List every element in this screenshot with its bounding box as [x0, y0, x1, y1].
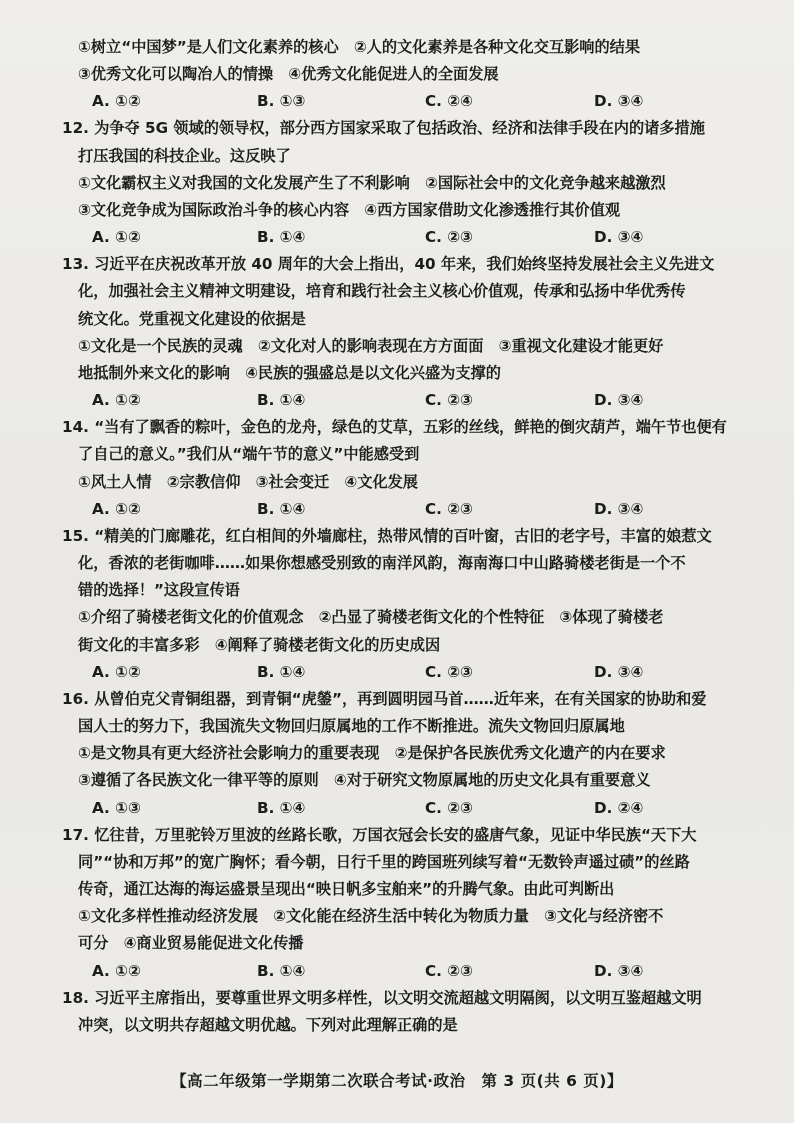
option-line: ③优秀文化可以陶冶人的情操 ④优秀文化能促进人的全面发展	[78, 65, 499, 84]
answer-choices	[62, 496, 762, 523]
question-12	[62, 115, 762, 251]
question-stem: 统文化。党重视文化建设的依据是	[78, 309, 306, 328]
answer-choices	[62, 659, 762, 686]
option-line: 街文化的丰富多彩 ④阐释了骑楼老街文化的历史成因	[78, 635, 441, 654]
question-13	[62, 251, 762, 414]
question-stem: 15. “精美的门廊雕花，红白相间的外墙廊柱，热带风情的百叶窗，古旧的老字号，丰富的娘惹文	[62, 526, 712, 545]
option-line: ③文化竞争成为国际政治斗争的核心内容 ④西方国家借助文化渗透推行其价值观	[78, 201, 621, 220]
questions-area	[62, 34, 762, 1039]
question-stem: 13. 习近平在庆祝改革开放 40 周年的大会上指出，40 年来，我们始终坚持发展社会主义先进文	[62, 255, 715, 274]
choice-b: B. ①④	[257, 228, 306, 247]
question-stem: 16. 从曾伯克父青铜组器，到青铜“虎鎣”，再到圆明园马首……近年来，在有关国家的协助和爱	[62, 689, 707, 708]
question-stem: 国人士的努力下，我国流失文物回归原属地的工作不断推进。流失文物回归原属地	[78, 717, 625, 736]
question-14	[62, 414, 762, 523]
question-stem: 冲突，以文明共存超越文明优越。下列对此理解正确的是	[78, 1015, 458, 1034]
choice-c: C. ②③	[425, 961, 473, 980]
question-stem: 化，加强社会主义精神文明建设，培育和践行社会主义核心价值观，传承和弘扬中华优秀传	[78, 282, 686, 301]
option-line: ①介绍了骑楼老街文化的价值观念 ②凸显了骑楼老街文化的个性特征 ③体现了骑楼老	[78, 608, 664, 627]
choice-a: A. ①②	[92, 228, 141, 247]
choice-d: D. ③④	[594, 961, 644, 980]
option-line: 地抵制外来文化的影响 ④民族的强盛总是以文化兴盛为支撑的	[78, 364, 501, 383]
choice-c: C. ②④	[425, 92, 473, 111]
choice-c: C. ②③	[425, 499, 473, 518]
choice-b: B. ①④	[257, 662, 306, 681]
choice-c: C. ②③	[425, 662, 473, 681]
choice-d: D. ③④	[594, 391, 644, 410]
option-line: ①是文物具有更大经济社会影响力的重要表现 ②是保护各民族优秀文化遗产的内在要求	[78, 744, 666, 763]
question-16	[62, 686, 762, 822]
answer-choices	[62, 795, 762, 822]
question-stem: 12. 为争夺 5G 领域的领导权，部分西方国家采取了包括政治、经济和法律手段在内的诸多措施	[62, 119, 705, 138]
choice-b: B. ①④	[257, 391, 306, 410]
question-11	[62, 34, 762, 115]
answer-choices	[62, 958, 762, 985]
question-stem: 18. 习近平主席指出，要尊重世界文明多样性，以文明交流超越文明隔阂，以文明互鉴超越文明	[62, 988, 702, 1007]
question-stem: 同”“协和万邦”的宽广胸怀；看今朝，日行千里的跨国班列续写着“无数铃声遥过碛”的丝路	[78, 852, 690, 871]
choice-c: C. ②③	[425, 228, 473, 247]
page-footer: 【高二年级第一学期第二次联合考试·政治 第 3 页(共 6 页)】	[171, 1072, 623, 1090]
choice-d: D. ③④	[594, 662, 644, 681]
choice-b: B. ①④	[257, 798, 306, 817]
choice-a: A. ①②	[92, 92, 141, 111]
answer-choices	[62, 224, 762, 251]
answer-choices	[62, 387, 762, 414]
option-line: ①风土人情 ②宗教信仰 ③社会变迁 ④文化发展	[78, 472, 418, 491]
option-line: ①文化霸权主义对我国的文化发展产生了不利影响 ②国际社会中的文化竞争越来越激烈	[78, 173, 666, 192]
choice-b: B. ①④	[257, 499, 306, 518]
choice-b: B. ①④	[257, 961, 306, 980]
choice-c: C. ②③	[425, 391, 473, 410]
question-stem: 14. “当有了飘香的粽叶，金色的龙舟，绿色的艾草，五彩的丝线，鲜艳的倒灾葫芦，端午节也便有	[62, 418, 727, 437]
choice-a: A. ①②	[92, 391, 141, 410]
choice-d: D. ③④	[594, 228, 644, 247]
question-17	[62, 822, 762, 985]
option-line: 可分 ④商业贸易能促进文化传播	[78, 934, 304, 953]
choice-d: D. ③④	[594, 499, 644, 518]
question-18	[62, 985, 762, 1039]
question-stem: 17. 忆往昔，万里驼铃万里波的丝路长歌，万国衣冠会长安的盛唐气象，见证中华民族“天下大	[62, 825, 697, 844]
choice-a: A. ①②	[92, 961, 141, 980]
choice-c: C. ②③	[425, 798, 473, 817]
choice-a: A. ①②	[92, 499, 141, 518]
choice-d: D. ③④	[594, 92, 644, 111]
option-line: ①文化是一个民族的灵魂 ②文化对人的影响表现在方方面面 ③重视文化建设才能更好	[78, 336, 664, 355]
choice-a: A. ①②	[92, 662, 141, 681]
choice-b: B. ①③	[257, 92, 306, 111]
option-line: ①文化多样性推动经济发展 ②文化能在经济生活中转化为物质力量 ③文化与经济密不	[78, 907, 664, 926]
option-line: ③遵循了各民族文化一律平等的原则 ④对于研究文物原属地的历史文化具有重要意义	[78, 771, 651, 790]
question-stem: 化，香浓的老街咖啡……如果你想感受别致的南洋风韵，海南海口中山路骑楼老街是一个不	[78, 554, 686, 573]
option-line: ①树立“中国梦”是人们文化素养的核心 ②人的文化素养是各种文化交互影响的结果	[78, 38, 641, 56]
question-stem: 传奇，通江达海的海运盛景呈现出“映日帆多宝舶来”的升腾气象。由此可判断出	[78, 880, 615, 899]
answer-choices	[62, 88, 762, 115]
choice-a: A. ①③	[92, 798, 141, 817]
choice-d: D. ②④	[594, 798, 644, 817]
question-stem: 错的选择！”这段宣传语	[78, 581, 240, 600]
question-stem: 打压我国的科技企业。这反映了	[78, 146, 291, 165]
question-stem: 了自己的意义。”我们从“端午节的意义”中能感受到	[78, 445, 420, 464]
question-15	[62, 523, 762, 686]
